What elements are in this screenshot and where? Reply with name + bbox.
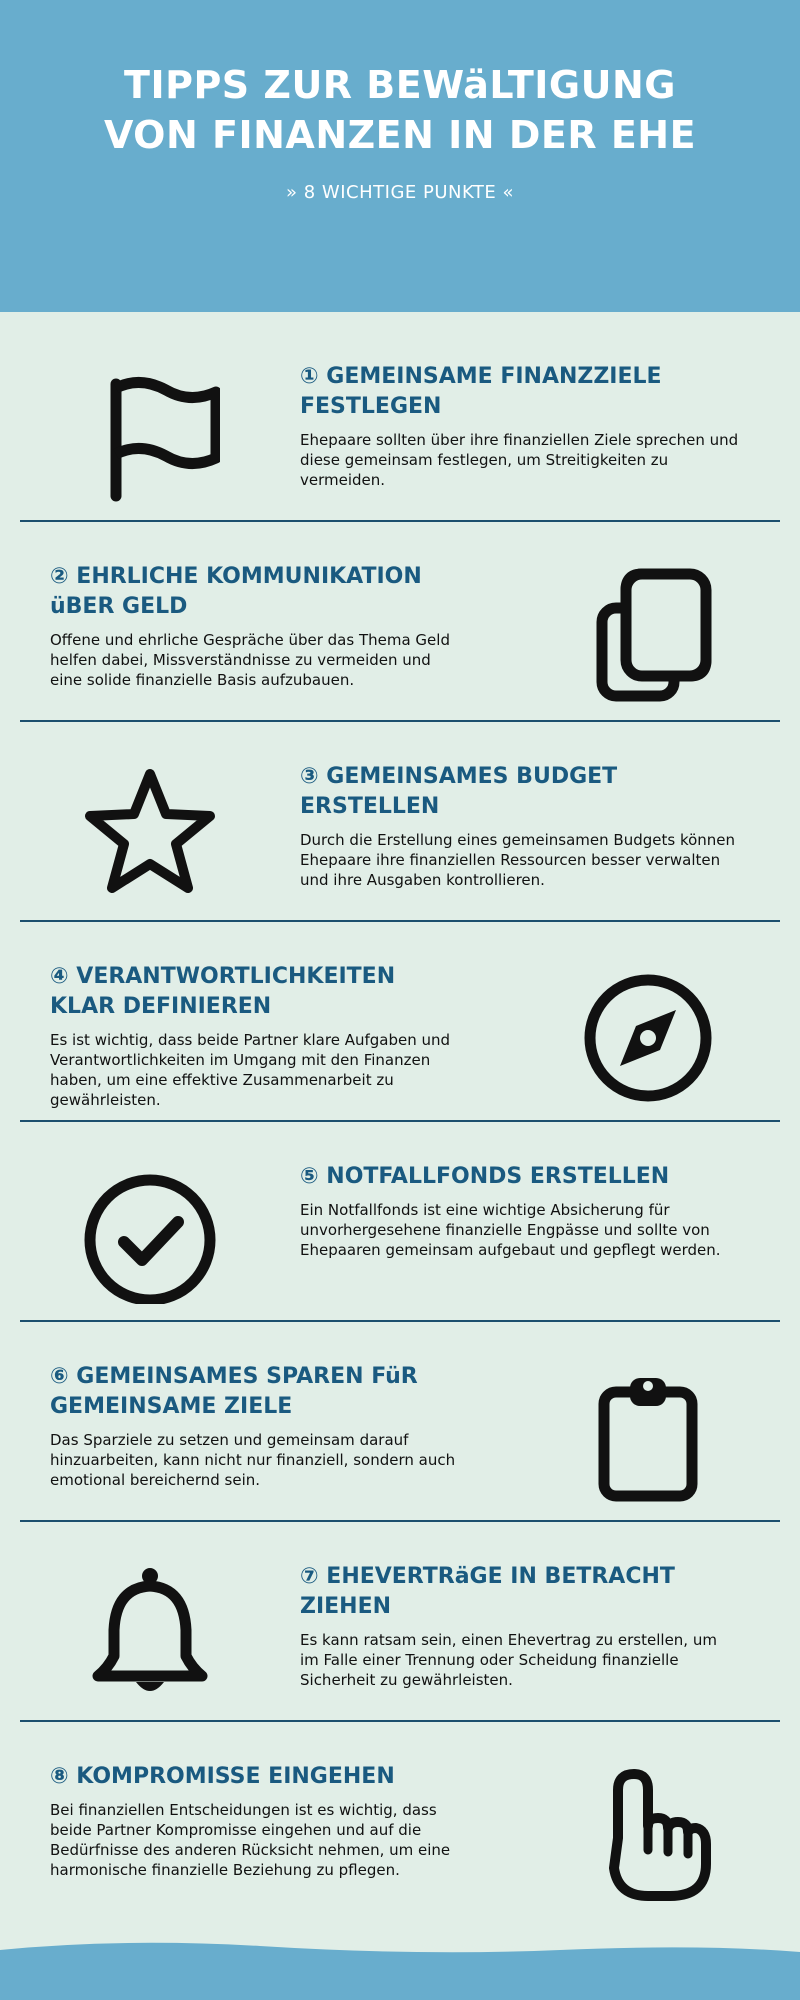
page-title — [0, 60, 800, 160]
tip-6 — [20, 1324, 780, 1522]
flag-icon — [80, 364, 220, 504]
tip-2 — [20, 524, 780, 722]
divider — [20, 1120, 780, 1122]
tip-text — [300, 1162, 740, 1260]
tip-text — [50, 1362, 460, 1490]
divider — [20, 520, 780, 522]
tip-text — [50, 1762, 460, 1880]
compass-icon — [578, 964, 718, 1104]
divider — [20, 720, 780, 722]
tip-title: ⑦ EHEVERTRäGE IN BETRACHT ZIEHEN — [300, 1564, 675, 1619]
bell-icon — [80, 1564, 220, 1704]
divider — [20, 920, 780, 922]
header-banner — [0, 0, 800, 312]
tip-text — [300, 362, 740, 490]
pointing-hand-icon — [578, 1764, 718, 1904]
tip-8 — [20, 1724, 780, 1922]
divider — [20, 1720, 780, 1722]
clipboard-icon — [578, 1364, 718, 1504]
tip-description: Ein Notfallfonds ist eine wichtige Absicherung für unvorhergesehene finanzielle Engpässe und sollte von Ehepaaren gemeinsam aufgebaut und gepflegt werden. — [300, 1201, 721, 1259]
title-line-1: TIPPS ZUR BEWäLTIGUNG — [124, 63, 676, 107]
tip-title: ⑧ KOMPROMISSE EINGEHEN — [50, 1764, 395, 1789]
tip-description: Es kann ratsam sein, einen Ehevertrag zu erstellen, um im Falle einer Trennung oder Scheidung finanzielle Sicherheit zu gewährleisten. — [300, 1631, 717, 1689]
tip-description: Es ist wichtig, dass beide Partner klare Aufgaben und Verantwortlichkeiten im Umgang mit den Finanzen haben, um eine effektive Zusammenarbeit zu gewährleisten. — [50, 1031, 451, 1109]
tip-4 — [20, 924, 780, 1122]
tip-description: Durch die Erstellung eines gemeinsamen Budgets können Ehepaare ihre finanziellen Ressourcen besser verwalten und ihre Ausgaben kontrollieren. — [300, 831, 736, 889]
tip-title: ③ GEMEINSAMES BUDGET ERSTELLEN — [300, 764, 618, 819]
tip-text — [50, 562, 460, 690]
tip-text — [50, 962, 460, 1110]
tip-title: ② EHRLICHE KOMMUNIKATION üBER GELD — [50, 564, 422, 619]
copy-icon — [578, 564, 718, 704]
divider — [20, 1320, 780, 1322]
footer-wave — [0, 1930, 800, 2000]
subtitle: » 8 WICHTIGE PUNKTE « — [286, 182, 514, 203]
star-icon — [80, 764, 220, 904]
tip-description: Offene und ehrliche Gespräche über das Thema Geld helfen dabei, Missverständnisse zu vermeiden und eine solide finanzielle Basis aufzubauen. — [50, 631, 450, 689]
tip-text — [300, 1562, 740, 1690]
tip-title: ④ VERANTWORTLICHKEITEN KLAR DEFINIEREN — [50, 964, 396, 1019]
tip-7 — [20, 1524, 780, 1722]
tip-title: ⑥ GEMEINSAMES SPAREN FüR GEMEINSAME ZIELE — [50, 1364, 418, 1419]
tip-description: Bei finanziellen Entscheidungen ist es wichtig, dass beide Partner Kompromisse eingehen und auf die Bedürfnisse des anderen Rücksicht nehmen, um eine harmonische finanzielle Beziehung zu pflegen. — [50, 1801, 451, 1879]
tip-3 — [20, 724, 780, 922]
tip-5 — [20, 1124, 780, 1322]
title-line-2: VON FINANZEN IN DER EHE — [103, 113, 697, 157]
tip-1 — [20, 324, 780, 522]
tip-description: Ehepaare sollten über ihre finanziellen Ziele sprechen und diese gemeinsam festlegen, um Streitigkeiten zu vermeiden. — [300, 431, 739, 489]
tip-text — [300, 762, 740, 890]
check-circle-icon — [80, 1164, 220, 1304]
tip-title: ⑤ NOTFALLFONDS ERSTELLEN — [300, 1164, 670, 1189]
tip-description: Das Sparziele zu setzen und gemeinsam darauf hinzuarbeiten, kann nicht nur finanziell, sondern auch emotional bereichernd sein. — [50, 1431, 456, 1489]
tip-title: ① GEMEINSAME FINANZZIELE FESTLEGEN — [300, 364, 662, 419]
divider — [20, 1520, 780, 1522]
